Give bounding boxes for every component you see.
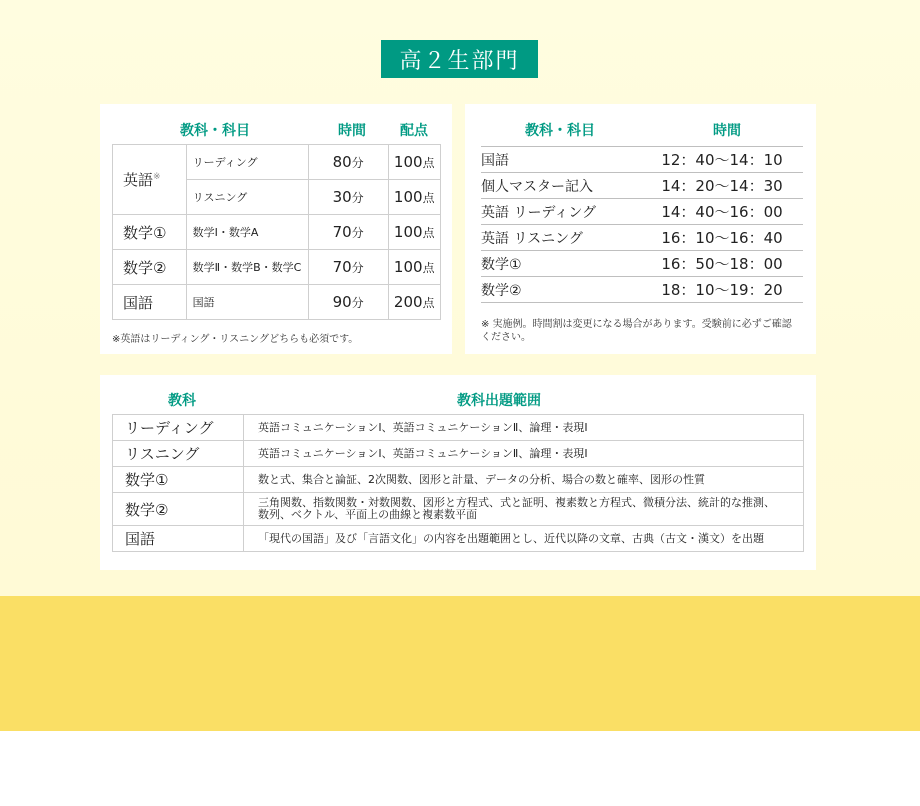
schedule-subject: 英語 リスニング	[481, 225, 641, 251]
range-line1: 英語コミュニケーションⅠ、英語コミュニケーションⅡ、論理・表現Ⅰ	[258, 446, 588, 460]
score-points	[388, 285, 441, 320]
background-band	[0, 596, 920, 731]
score-panel	[100, 104, 452, 354]
table-row	[113, 250, 441, 285]
range-subject: リスニング	[113, 441, 244, 467]
score-points-value: 100	[393, 153, 423, 171]
table-row	[481, 147, 803, 173]
score-header-time: 時間	[338, 123, 366, 139]
score-sub: リスニング	[186, 180, 308, 215]
score-time-value: 90	[332, 293, 352, 311]
schedule-time: 14：20〜14：30	[641, 173, 803, 199]
score-time-value: 80	[332, 153, 352, 171]
score-table	[112, 144, 441, 320]
schedule-time: 14：40〜16：00	[641, 199, 803, 225]
score-header-subject: 教科・科目	[180, 123, 250, 139]
range-line1: 数と式、集合と論証、2次関数、図形と計量、データの分析、場合の数と確率、図形の性質	[258, 472, 705, 486]
score-subject-english-label: 英語	[123, 171, 154, 189]
range-line2: 数列、ベクトル、平面上の曲線と複素数平面	[258, 508, 478, 521]
score-points-unit: 点	[422, 296, 435, 310]
score-time-unit: 分	[351, 261, 364, 275]
range-panel	[100, 375, 816, 570]
score-time	[308, 215, 388, 250]
score-time-unit: 分	[351, 156, 364, 170]
score-time-unit: 分	[351, 296, 364, 310]
range-subject: 国語	[113, 526, 244, 552]
score-points-unit: 点	[422, 191, 435, 205]
range-line1: 英語コミュニケーションⅠ、英語コミュニケーションⅡ、論理・表現Ⅰ	[258, 420, 588, 434]
score-points	[388, 180, 441, 215]
schedule-note-line1: ※ 実施例。時間割は変更になる場合があります。受験前に必ずご確認	[481, 319, 792, 330]
score-points-unit: 点	[422, 226, 435, 240]
table-row	[113, 285, 441, 320]
score-note: ※英語はリーディング・リスニングどちらも必須です。	[112, 334, 359, 345]
score-sub: 数学Ⅱ・数学B・数学C	[186, 250, 308, 285]
score-points-value: 100	[393, 258, 423, 276]
table-row	[113, 415, 804, 441]
score-time	[308, 180, 388, 215]
range-subject: 数学①	[113, 467, 244, 493]
range-content	[244, 415, 804, 441]
score-points-value: 100	[393, 188, 423, 206]
range-content	[244, 526, 804, 552]
schedule-time: 16：50〜18：00	[641, 251, 803, 277]
table-row	[113, 526, 804, 552]
score-subject-english	[113, 145, 187, 215]
table-row	[113, 493, 804, 526]
schedule-header-time: 時間	[713, 123, 741, 139]
score-points-value: 100	[393, 223, 423, 241]
schedule-time: 12：40〜14：10	[641, 147, 803, 173]
schedule-header-subject: 教科・科目	[525, 123, 595, 139]
table-row	[113, 467, 804, 493]
table-row	[113, 145, 441, 180]
score-time	[308, 145, 388, 180]
schedule-panel	[465, 104, 816, 354]
table-row	[481, 173, 803, 199]
score-subject: 数学①	[113, 215, 187, 250]
score-sub: 国語	[186, 285, 308, 320]
score-subject: 国語	[113, 285, 187, 320]
score-time-value: 70	[332, 223, 352, 241]
score-points-unit: 点	[422, 261, 435, 275]
score-subject-english-mark: ※	[153, 172, 161, 182]
table-row	[113, 441, 804, 467]
table-row	[481, 277, 803, 303]
range-line1: 「現代の国語」及び「言語文化」の内容を出題範囲とし、近代以降の文章、古典（古文・漢文）を出題	[258, 531, 764, 545]
schedule-note-line2: ください。	[481, 332, 531, 343]
score-time-unit: 分	[351, 226, 364, 240]
table-row	[113, 215, 441, 250]
score-time-value: 70	[332, 258, 352, 276]
range-table	[112, 414, 804, 552]
schedule-subject: 英語 リーディング	[481, 199, 641, 225]
range-header-range: 教科出題範囲	[457, 393, 541, 409]
schedule-subject: 国語	[481, 147, 641, 173]
score-time	[308, 250, 388, 285]
score-points-unit: 点	[422, 156, 435, 170]
score-points-value: 200	[393, 293, 423, 311]
section-title: 高２生部門	[381, 40, 538, 78]
range-subject: 数学②	[113, 493, 244, 526]
score-header-points: 配点	[400, 123, 428, 139]
score-points	[388, 250, 441, 285]
schedule-subject: 数学②	[481, 277, 641, 303]
score-time-value: 30	[332, 188, 352, 206]
schedule-subject: 数学①	[481, 251, 641, 277]
schedule-time: 16：10〜16：40	[641, 225, 803, 251]
schedule-table	[481, 146, 803, 303]
schedule-subject: 個人マスター記入	[481, 173, 641, 199]
table-row	[481, 251, 803, 277]
table-row	[481, 225, 803, 251]
range-subject: リーディング	[113, 415, 244, 441]
score-subject: 数学②	[113, 250, 187, 285]
range-line1: 三角関数、指数関数・対数関数、図形と方程式、式と証明、複素数と方程式、微積分法、統計的な推測、	[258, 496, 775, 509]
range-content	[244, 493, 804, 526]
range-content	[244, 467, 804, 493]
score-sub: リーディング	[186, 145, 308, 180]
score-time-unit: 分	[351, 191, 364, 205]
score-time	[308, 285, 388, 320]
score-sub: 数学Ⅰ・数学A	[186, 215, 308, 250]
score-points	[388, 145, 441, 180]
schedule-time: 18：10〜19：20	[641, 277, 803, 303]
range-header-subject: 教科	[168, 393, 196, 409]
score-points	[388, 215, 441, 250]
range-content	[244, 441, 804, 467]
table-row	[481, 199, 803, 225]
